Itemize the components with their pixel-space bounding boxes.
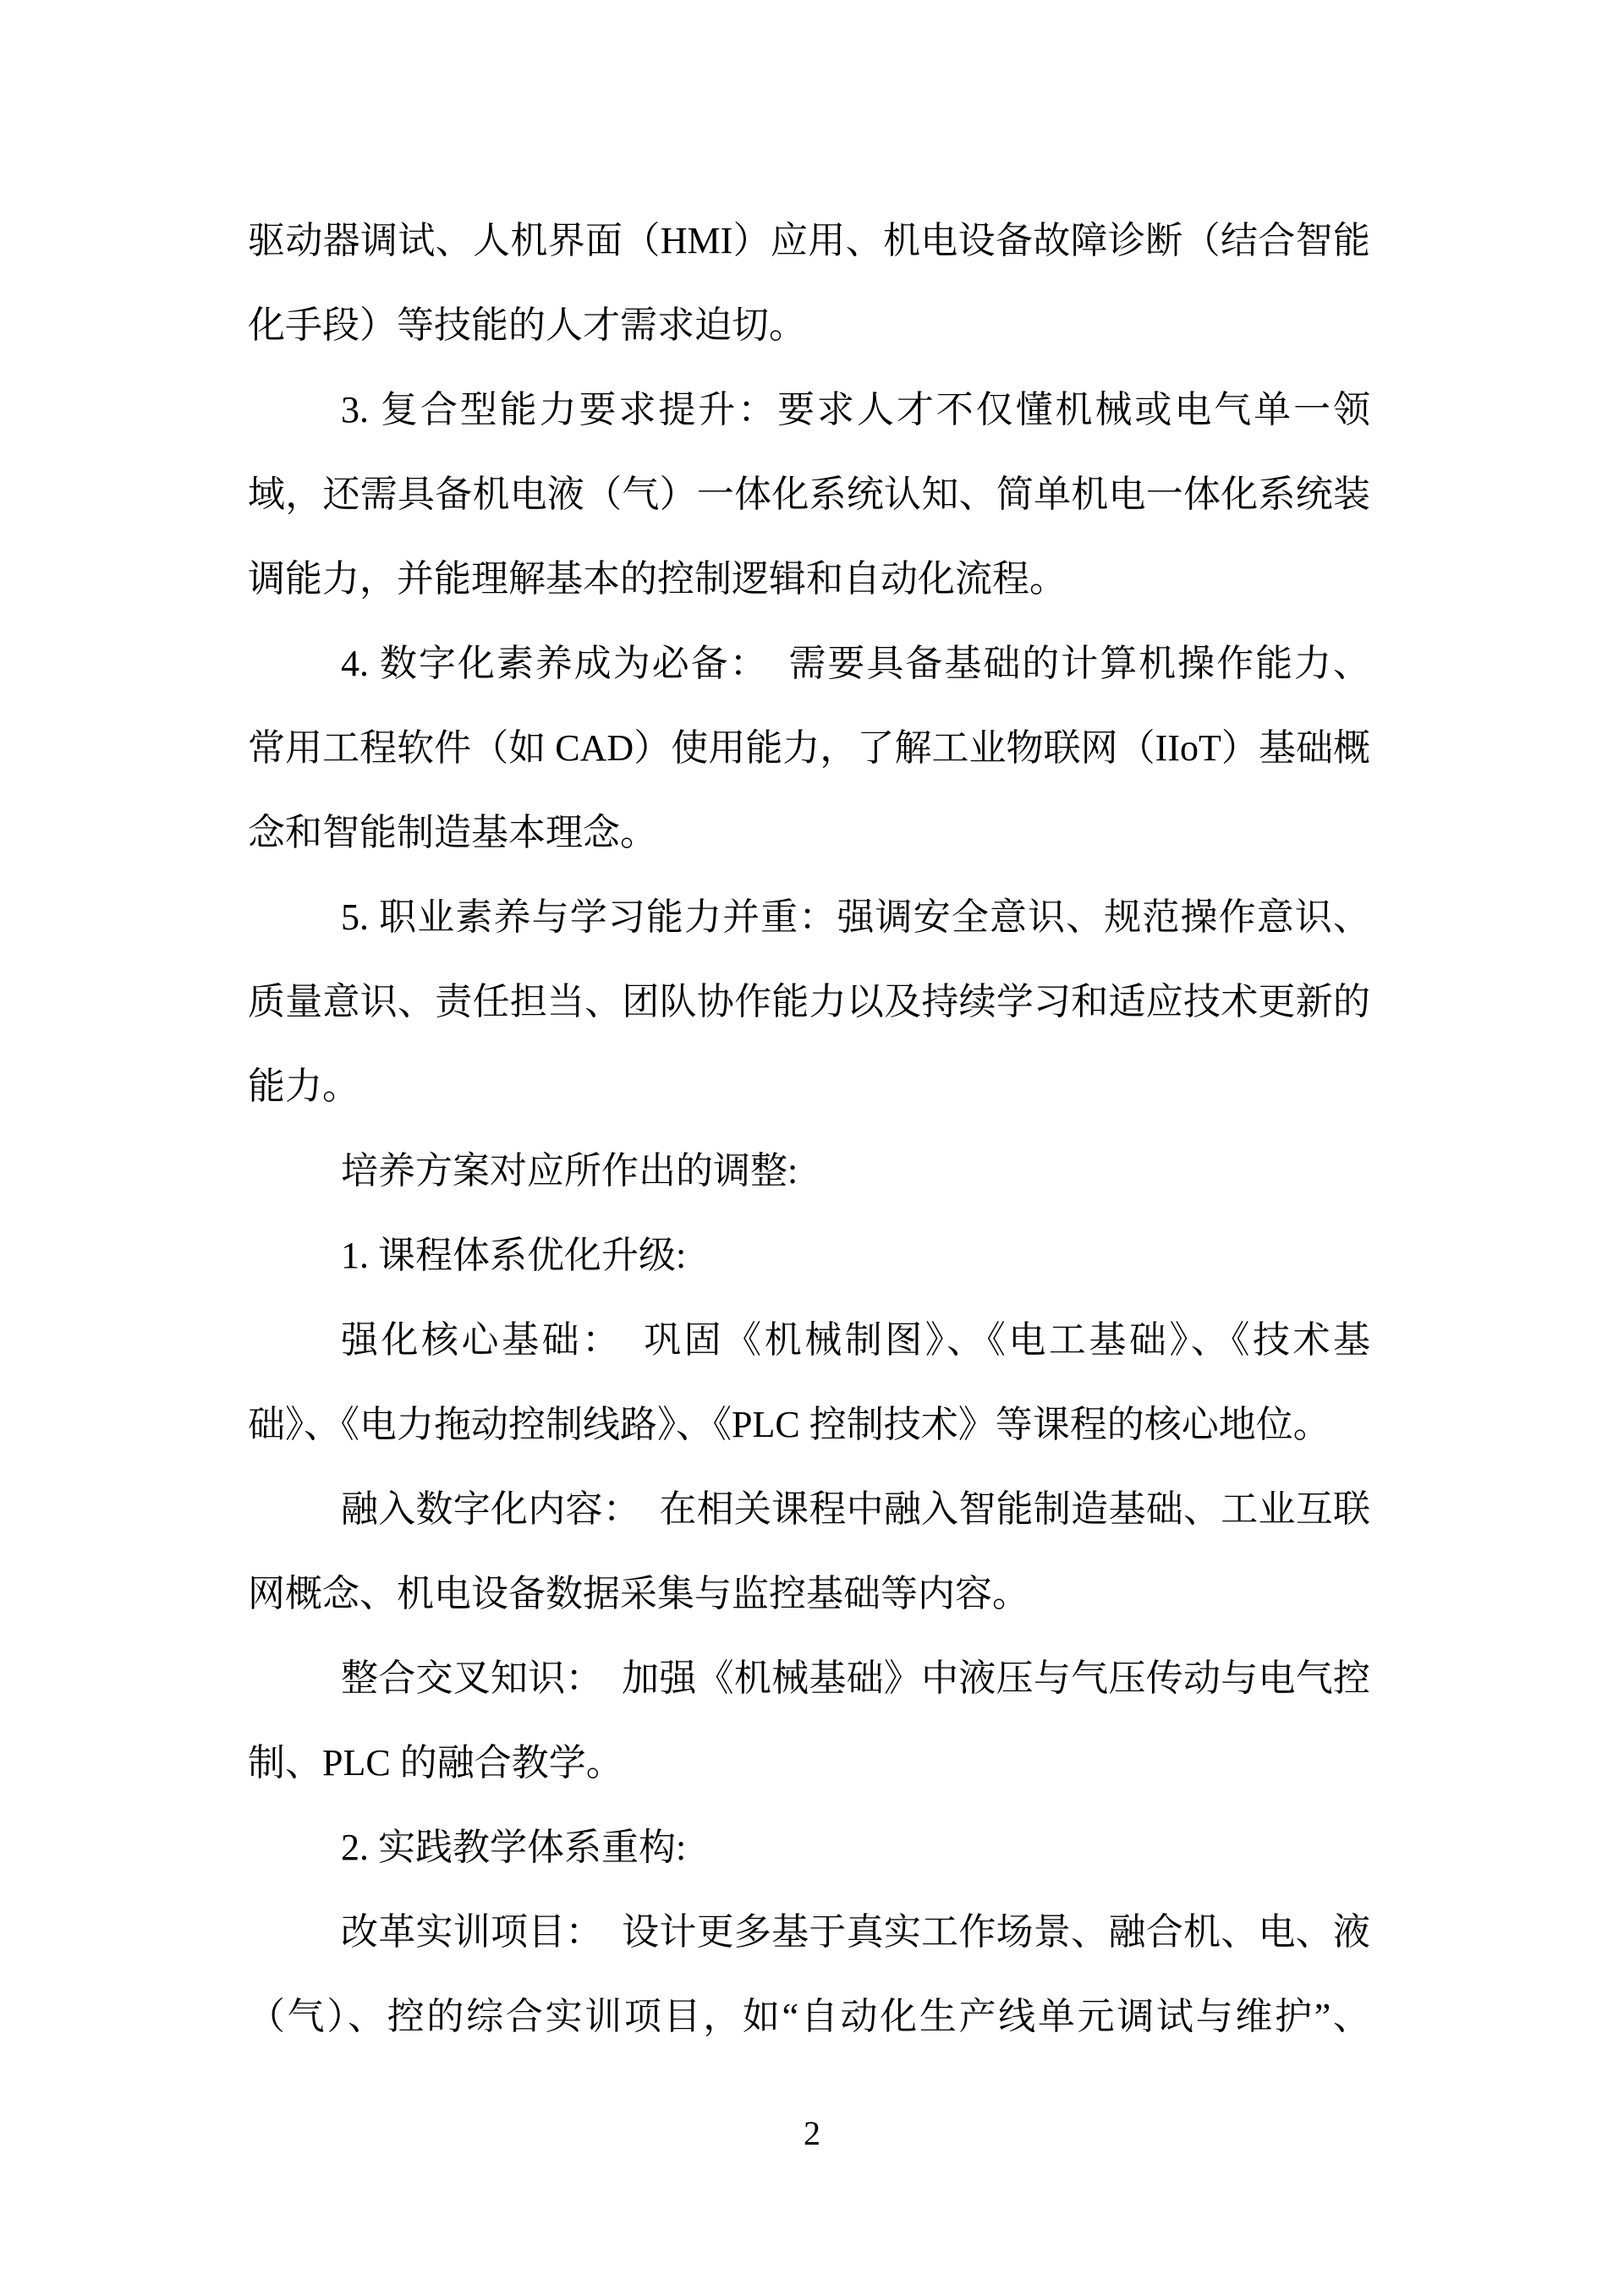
text-line: 融入数字化内容： 在相关课程中融入智能制造基础、工业互联 xyxy=(341,1488,1370,1530)
text-line: 化手段）等技能的人才需求迫切。 xyxy=(248,304,806,346)
document-body xyxy=(248,199,1370,2059)
text-line: 5. 职业素养与学习能力并重：强调安全意识、规范操作意识、 xyxy=(341,896,1370,938)
text-line: 能力。 xyxy=(248,1066,359,1107)
text-line: 制、PLC 的融合教学。 xyxy=(248,1742,623,1784)
text-line: 质量意识、责任担当、团队协作能力以及持续学习和适应技术更新的 xyxy=(248,981,1370,1022)
text-line: 驱动器调试、人机界面（HMI）应用、机电设备故障诊断（结合智能 xyxy=(248,220,1370,261)
text-line: 网概念、机电设备数据采集与监控基础等内容。 xyxy=(248,1573,1029,1614)
text-line: 强化核心基础： 巩固《机械制图》、《电工基础》、《技术基 xyxy=(341,1319,1370,1361)
text-line: 调能力，并能理解基本的控制逻辑和自动化流程。 xyxy=(248,558,1067,600)
page-number: 2 xyxy=(804,2114,820,2152)
text-line: 2. 实践教学体系重构: xyxy=(341,1827,687,1868)
text-line: （气）、控的综合实训项目，如“自动化生产线单元调试与维护”、 xyxy=(248,1996,1370,2037)
text-line: 1. 课程体系优化升级: xyxy=(341,1235,687,1276)
text-line: 4. 数字化素养成为必备： 需要具备基础的计算机操作能力、 xyxy=(341,643,1370,684)
text-line: 础》、《电力拖动控制线路》、《PLC 控制技术》等课程的核心地位。 xyxy=(248,1404,1330,1445)
text-line: 3. 复合型能力要求提升：要求人才不仅懂机械或电气单一领 xyxy=(341,389,1370,430)
text-line: 整合交叉知识： 加强《机械基础》中液压与气压传动与电气控 xyxy=(341,1658,1370,1699)
text-line: 域，还需具备机电液（气）一体化系统认知、简单机电一体化系统装 xyxy=(248,474,1370,515)
text-line: 改革实训项目： 设计更多基于真实工作场景、融合机、电、液 xyxy=(341,1911,1370,1953)
text-line: 培养方案对应所作出的调整: xyxy=(341,1150,798,1192)
text-line: 念和智能制造基本理念。 xyxy=(248,812,657,853)
text-line: 常用工程软件（如 CAD）使用能力，了解工业物联网（IIoT）基础概 xyxy=(248,727,1370,769)
